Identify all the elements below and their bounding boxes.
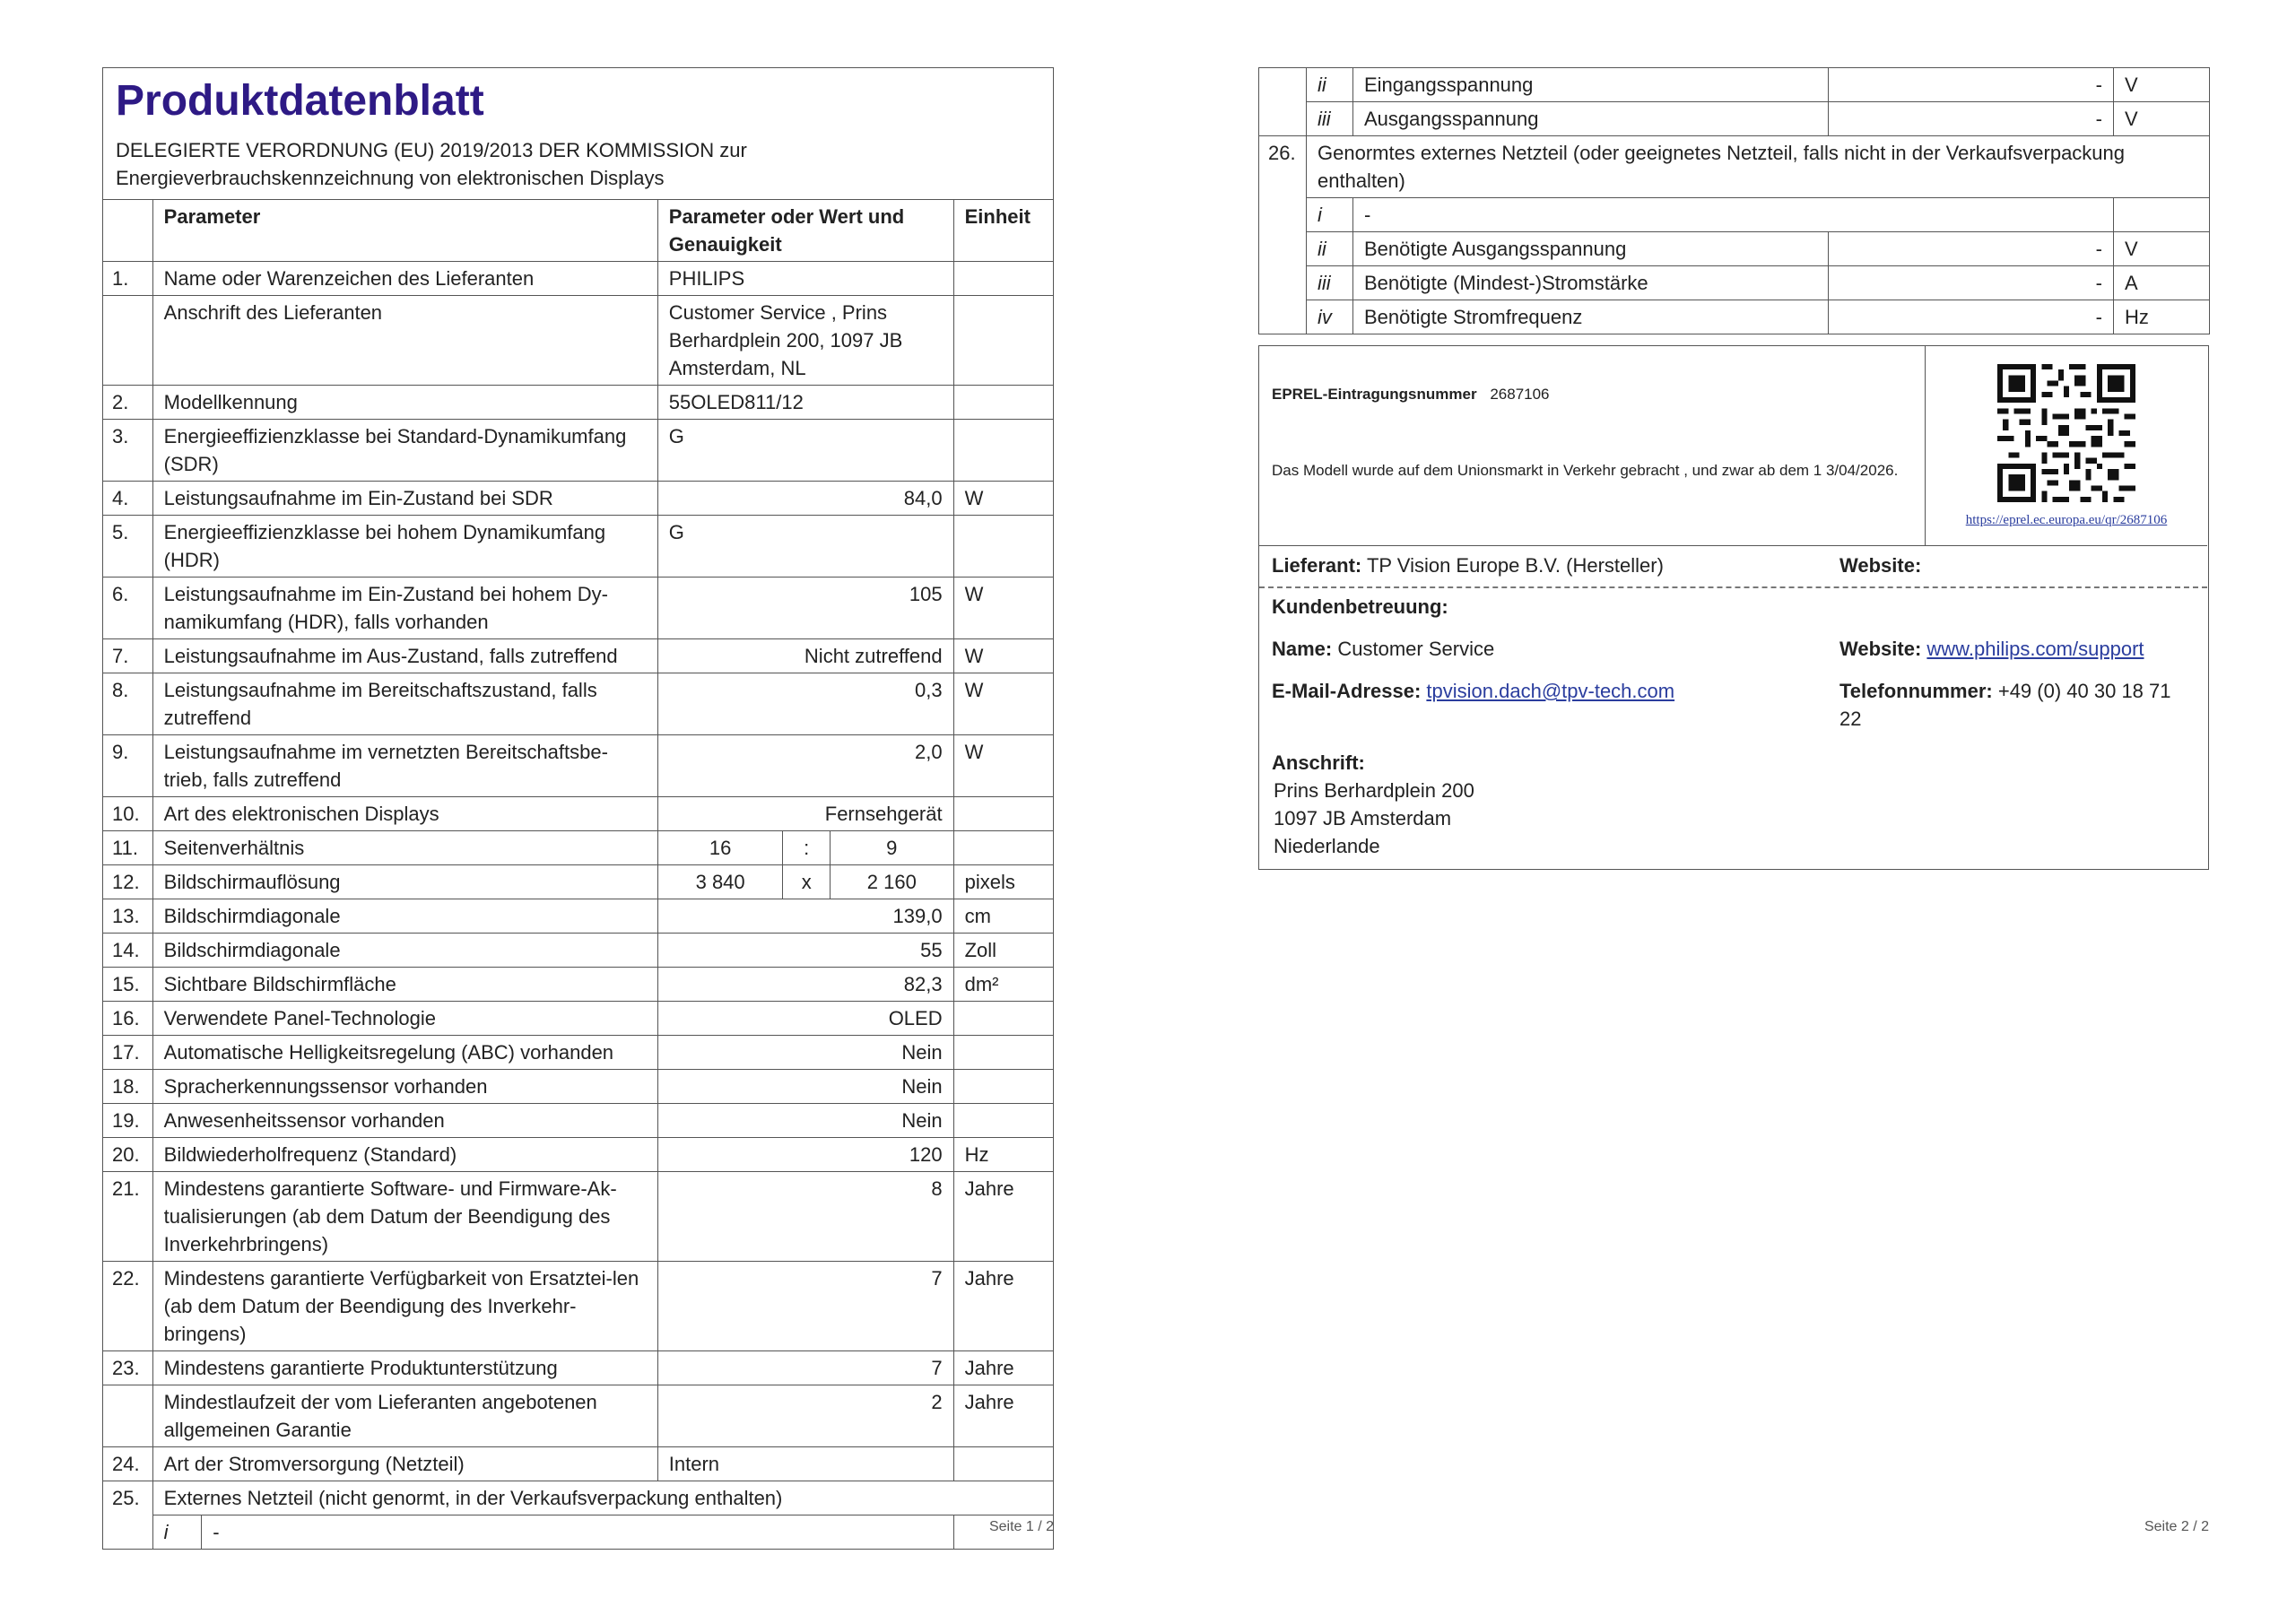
row-label: Leistungsaufnahme im Ein-Zustand bei hohem Dy-namikumfang (HDR), falls vorhanden <box>152 578 657 639</box>
table-row <box>1259 198 2210 232</box>
phone-value: +49 (0) 40 30 18 71 22 <box>1839 680 2171 730</box>
customer-service-contact-row <box>1259 677 2207 730</box>
row-unit <box>953 1002 1053 1036</box>
row-value: - <box>1829 232 2114 266</box>
row-value: OLED <box>657 1002 953 1036</box>
row-number: 18. <box>103 1070 153 1104</box>
table-row <box>103 578 1054 639</box>
row-value: 84,0 <box>657 482 953 516</box>
row-value: Nein <box>657 1070 953 1104</box>
row-value: 7 <box>657 1262 953 1351</box>
row-label: Mindestlaufzeit der vom Lieferanten angebotenen allgemeinen Garantie <box>152 1385 657 1447</box>
address-line-1: Prins Berhardplein 200 <box>1274 779 1474 802</box>
name-label: Name: <box>1272 638 1333 660</box>
eprel-info-box <box>1258 345 2209 870</box>
sub-item-index: iv <box>1307 300 1353 334</box>
row-number: 22. <box>103 1262 153 1351</box>
eprel-label: EPREL-Eintragungsnummer <box>1272 386 1477 403</box>
document-header <box>102 67 1054 199</box>
row-number: 2. <box>103 386 153 420</box>
row-value: G <box>657 516 953 578</box>
table-row <box>103 296 1054 386</box>
row-label: Ausgangsspannung <box>1353 102 1829 136</box>
row-unit <box>953 1447 1053 1481</box>
email-link[interactable]: tpvision.dach@tpv-tech.com <box>1426 680 1675 702</box>
row-value: - <box>1353 198 2114 232</box>
row-number: 25. <box>103 1481 153 1515</box>
table-row <box>103 386 1054 420</box>
table-row <box>103 482 1054 516</box>
table-row <box>103 831 1054 865</box>
row-value: Fernsehgerät <box>657 797 953 831</box>
row-value: 2,0 <box>657 735 953 797</box>
page-number-1: Seite 1 / 2 <box>988 1519 1054 1534</box>
table-row <box>1259 136 2210 198</box>
row-value: Customer Service , Prins Berhardplein 200, 1097 JB Amsterdam, NL <box>657 296 953 386</box>
row-number: 3. <box>103 420 153 482</box>
table-row <box>1259 300 2210 334</box>
row-number-empty <box>1259 300 1307 334</box>
document-title: Produktdatenblatt <box>116 77 484 125</box>
table-row <box>103 1070 1054 1104</box>
row-value: 82,3 <box>657 968 953 1002</box>
customer-service-name-row <box>1259 635 2207 663</box>
row-label: Verwendete Panel-Technologie <box>152 1002 657 1036</box>
row-value: Nein <box>657 1104 953 1138</box>
eprel-registration <box>1272 384 1912 405</box>
row-number: 24. <box>103 1447 153 1481</box>
row-label: Modellkennung <box>152 386 657 420</box>
table-row <box>1259 68 2210 102</box>
row-value: 7 <box>657 1351 953 1385</box>
row-label: Automatische Helligkeitsregelung (ABC) vorhanden <box>152 1036 657 1070</box>
eprel-number: 2687106 <box>1490 386 1550 403</box>
sub-item-index: i <box>1307 198 1353 232</box>
table-row <box>103 1351 1054 1385</box>
subtitle-line-1: DELEGIERTE VERORDNUNG (EU) 2019/2013 DER KOMMISSION zur <box>116 139 747 161</box>
resolution-separator: x <box>783 865 831 899</box>
row-number: 4. <box>103 482 153 516</box>
row-unit: dm² <box>953 968 1053 1002</box>
row-unit: W <box>953 578 1053 639</box>
sub-item-index: iii <box>1307 266 1353 300</box>
row-number <box>103 296 153 386</box>
row-number-empty <box>1259 102 1307 136</box>
row-number: 10. <box>103 797 153 831</box>
row-number-empty <box>1259 232 1307 266</box>
name-value: Customer Service <box>1337 638 1495 660</box>
row-unit: W <box>953 482 1053 516</box>
row-label: Benötigte (Mindest-)Stromstärke <box>1353 266 1829 300</box>
table-row <box>103 735 1054 797</box>
row-value: 120 <box>657 1138 953 1172</box>
row-value: - <box>1829 300 2114 334</box>
row-unit: V <box>2114 68 2210 102</box>
row-value: PHILIPS <box>657 262 953 296</box>
eprel-text-panel <box>1259 346 1926 546</box>
table-row <box>103 420 1054 482</box>
row-number: 21. <box>103 1172 153 1262</box>
row-unit: W <box>953 639 1053 673</box>
eprel-qr-link[interactable]: https://eprel.ec.europa.eu/qr/2687106 <box>1965 513 2168 527</box>
table-row <box>103 797 1054 831</box>
row-unit: W <box>953 735 1053 797</box>
website-label: Website: <box>1839 638 1922 660</box>
header-parameter: Parameter <box>152 200 657 262</box>
row-value: Intern <box>657 1447 953 1481</box>
row-number: 8. <box>103 673 153 735</box>
row-unit <box>953 516 1053 578</box>
phone-label: Telefonnummer: <box>1839 680 1993 702</box>
eprel-qr-panel <box>1926 346 2207 546</box>
row-unit <box>953 296 1053 386</box>
row-label: Leistungsaufnahme im vernetzten Bereitschaftsbe-trieb, falls zutreffend <box>152 735 657 797</box>
subtitle-line-2: Energieverbrauchskennzeichnung von elektronischen Displays <box>116 167 665 189</box>
row-number: 11. <box>103 831 153 865</box>
row-unit <box>953 831 1053 865</box>
row-unit: cm <box>953 899 1053 934</box>
qr-code-icon[interactable] <box>1997 364 2135 502</box>
row-label: Genormtes externes Netzteil (oder geeignetes Netzteil, falls nicht in der Verkaufsverpackung enthalten) <box>1307 136 2210 198</box>
row-label: Bildwiederholfrequenz (Standard) <box>152 1138 657 1172</box>
row-label: Art des elektronischen Displays <box>152 797 657 831</box>
document-subtitle <box>116 136 1040 192</box>
customer-website <box>1839 635 2144 663</box>
market-placement-text: Das Modell wurde auf dem Unionsmarkt in Verkehr gebracht , und zwar ab dem 1 3/04/2026. <box>1272 462 1899 479</box>
supplier-label: Lieferant: <box>1272 554 1362 577</box>
row-unit <box>953 797 1053 831</box>
row-label: Eingangsspannung <box>1353 68 1829 102</box>
row-value: G <box>657 420 953 482</box>
page-2-continued-table <box>1258 67 2209 334</box>
row-unit: V <box>2114 232 2210 266</box>
row-unit: Jahre <box>953 1262 1053 1351</box>
row-unit: Zoll <box>953 934 1053 968</box>
row-value: Nein <box>657 1036 953 1070</box>
row-unit <box>953 1036 1053 1070</box>
row-unit: Hz <box>953 1138 1053 1172</box>
row-label: Benötigte Stromfrequenz <box>1353 300 1829 334</box>
row-value: Nicht zutreffend <box>657 639 953 673</box>
row-label: Bildschirmdiagonale <box>152 899 657 934</box>
table-row <box>103 865 1054 899</box>
phone-block <box>1839 677 2198 733</box>
row-unit: pixels <box>953 865 1053 899</box>
row-value: 55OLED811/12 <box>657 386 953 420</box>
website-link[interactable]: www.philips.com/support <box>1926 638 2144 660</box>
customer-service-title: Kundenbetreuung: <box>1272 595 1448 618</box>
row-label: Externes Netzteil (nicht genormt, in der Verkaufsverpackung enthalten) <box>152 1481 1053 1515</box>
table-row <box>103 899 1054 934</box>
row-unit: A <box>2114 266 2210 300</box>
row-label: Energieeffizienzklasse bei Standard-Dynamikumfang (SDR) <box>152 420 657 482</box>
table-row <box>103 934 1054 968</box>
row-unit: Jahre <box>953 1351 1053 1385</box>
product-data-table <box>102 199 1054 1550</box>
table-row <box>103 1481 1054 1515</box>
row-number: 19. <box>103 1104 153 1138</box>
row-number: 9. <box>103 735 153 797</box>
address-line-2: 1097 JB Amsterdam <box>1274 807 1452 829</box>
row-number: 7. <box>103 639 153 673</box>
sub-item-index: iii <box>1307 102 1353 136</box>
row-number: 5. <box>103 516 153 578</box>
sub-item-index: i <box>152 1515 202 1550</box>
row-number: 26. <box>1259 136 1307 198</box>
aspect-height: 9 <box>831 831 954 865</box>
row-unit <box>953 262 1053 296</box>
row-value: 55 <box>657 934 953 968</box>
row-value: 8 <box>657 1172 953 1262</box>
row-label: Bildschirmauflösung <box>152 865 657 899</box>
row-number: 20. <box>103 1138 153 1172</box>
supplier-value: TP Vision Europe B.V. (Hersteller) <box>1366 554 1664 577</box>
row-label: Spracherkennungssensor vorhanden <box>152 1070 657 1104</box>
row-number: 14. <box>103 934 153 968</box>
address-title: Anschrift: <box>1272 751 1365 774</box>
aspect-width: 16 <box>657 831 783 865</box>
table-row <box>103 639 1054 673</box>
table-row <box>103 1385 1054 1447</box>
resolution-height: 2 160 <box>831 865 954 899</box>
row-unit: V <box>2114 102 2210 136</box>
row-unit <box>2114 198 2210 232</box>
address-block <box>1259 777 2207 860</box>
row-unit <box>953 1104 1053 1138</box>
row-label: Anwesenheitssensor vorhanden <box>152 1104 657 1138</box>
row-unit: Jahre <box>953 1385 1053 1447</box>
row-value: 0,3 <box>657 673 953 735</box>
page-1 <box>102 67 1054 1550</box>
table-row <box>1259 102 2210 136</box>
row-unit <box>953 420 1053 482</box>
row-number <box>103 1385 153 1447</box>
table-row <box>103 516 1054 578</box>
row-value: - <box>1829 102 2114 136</box>
table-row <box>103 1104 1054 1138</box>
row-number: 12. <box>103 865 153 899</box>
table-row <box>103 1172 1054 1262</box>
row-number-empty <box>1259 198 1307 232</box>
row-label: Benötigte Ausgangsspannung <box>1353 232 1829 266</box>
eprel-registration-section <box>1259 346 2207 546</box>
row-number-empty <box>1259 68 1307 102</box>
row-unit: Jahre <box>953 1172 1053 1262</box>
row-label: Name oder Warenzeichen des Lieferanten <box>152 262 657 296</box>
page-number-2: Seite 2 / 2 <box>2144 1519 2209 1534</box>
supplier-website-label: Website: <box>1839 554 1922 577</box>
row-number: 15. <box>103 968 153 1002</box>
sub-item-index: ii <box>1307 232 1353 266</box>
address-line-3: Niederlande <box>1274 835 1380 857</box>
header-num-cell <box>103 200 153 262</box>
row-number: 23. <box>103 1351 153 1385</box>
aspect-separator: : <box>783 831 831 865</box>
table-row <box>103 1002 1054 1036</box>
row-unit <box>953 1070 1053 1104</box>
row-number-empty <box>1259 266 1307 300</box>
power-supply-table <box>1258 67 2210 334</box>
row-number: 1. <box>103 262 153 296</box>
supplier-row <box>1259 546 2207 588</box>
table-row <box>1259 232 2210 266</box>
table-row <box>103 1447 1054 1481</box>
table-row <box>1259 266 2210 300</box>
row-value: - <box>202 1515 953 1550</box>
table-header-row <box>103 200 1054 262</box>
row-label: Anschrift des Lieferanten <box>152 296 657 386</box>
table-row <box>103 262 1054 296</box>
row-label: Leistungsaufnahme im Aus-Zustand, falls zutreffend <box>152 639 657 673</box>
row-label: Sichtbare Bildschirmfläche <box>152 968 657 1002</box>
table-row <box>103 1138 1054 1172</box>
row-value: - <box>1829 266 2114 300</box>
row-unit <box>953 386 1053 420</box>
row-value: 105 <box>657 578 953 639</box>
row-number: 13. <box>103 899 153 934</box>
row-label: Art der Stromversorgung (Netzteil) <box>152 1447 657 1481</box>
row-label: Energieeffizienzklasse bei hohem Dynamikumfang (HDR) <box>152 516 657 578</box>
table-row <box>103 1036 1054 1070</box>
row-number: 16. <box>103 1002 153 1036</box>
row-label: Leistungsaufnahme im Bereitschaftszustand, falls zutreffend <box>152 673 657 735</box>
row-label: Seitenverhältnis <box>152 831 657 865</box>
row-label: Bildschirmdiagonale <box>152 934 657 968</box>
row-value: 2 <box>657 1385 953 1447</box>
table-row <box>103 968 1054 1002</box>
row-label: Leistungsaufnahme im Ein-Zustand bei SDR <box>152 482 657 516</box>
table-row <box>103 673 1054 735</box>
row-label: Mindestens garantierte Produktunterstützung <box>152 1351 657 1385</box>
row-value: 139,0 <box>657 899 953 934</box>
header-value: Parameter oder Wert und Genauigkeit <box>657 200 953 262</box>
row-label: Mindestens garantierte Verfügbarkeit von Ersatztei-len (ab dem Datum der Beendigung des Inverkehr-bringens) <box>152 1262 657 1351</box>
resolution-width: 3 840 <box>657 865 783 899</box>
row-number: 6. <box>103 578 153 639</box>
table-row <box>103 1262 1054 1351</box>
email-label: E-Mail-Adresse: <box>1272 680 1422 702</box>
sub-item-index: ii <box>1307 68 1353 102</box>
row-unit: Hz <box>2114 300 2210 334</box>
row-value: - <box>1829 68 2114 102</box>
row-number: 17. <box>103 1036 153 1070</box>
row-unit: W <box>953 673 1053 735</box>
header-unit: Einheit <box>953 200 1053 262</box>
row-label: Mindestens garantierte Software- und Firmware-Ak-tualisierungen (ab dem Datum der Beendigung des Inverkehrbringens) <box>152 1172 657 1262</box>
